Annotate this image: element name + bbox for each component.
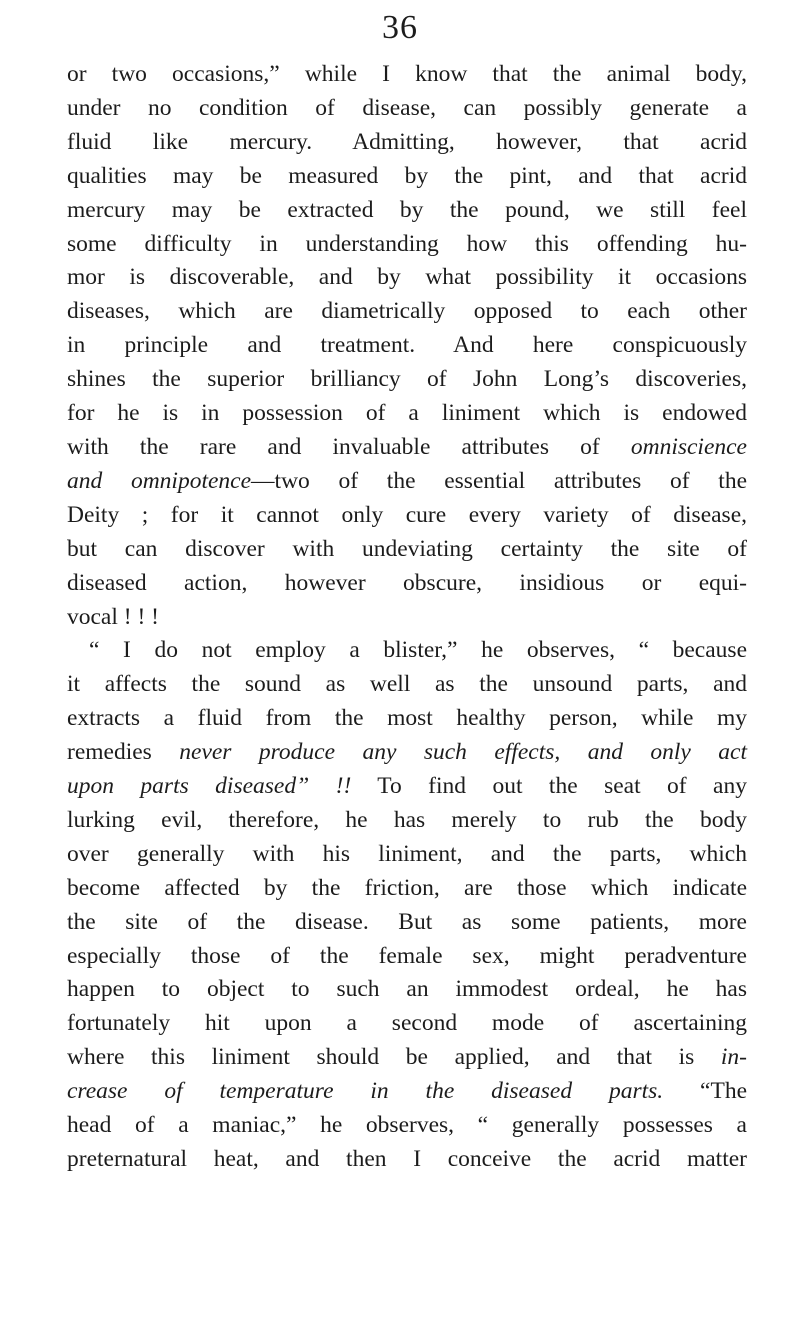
text-line: [67, 601, 747, 635]
text-line: [67, 1143, 747, 1177]
italic-text-segment: upon parts diseased” !!: [67, 773, 352, 800]
text-line: [67, 397, 747, 431]
page-number: 36: [382, 9, 418, 46]
text-line: [67, 1109, 747, 1143]
body-text: [67, 58, 747, 1177]
text-segment: for he is in possession of a liniment which is endowed: [67, 400, 747, 427]
text-line: [67, 160, 747, 194]
text-segment: some difficulty in understanding how this offending hu-: [67, 230, 747, 257]
text-segment: To find out the seat of any: [351, 773, 747, 800]
text-segment: fluid like mercury. Admitting, however, that acrid: [67, 128, 747, 155]
text-line: [67, 431, 747, 465]
text-line: [67, 363, 747, 397]
text-line: [67, 499, 747, 533]
text-line: [67, 228, 747, 262]
text-segment: mor is discoverable, and by what possibility it occasions: [67, 264, 747, 291]
text-line: [67, 736, 747, 770]
text-segment: under no condition of disease, can possibly generate a: [67, 94, 747, 121]
text-segment: happen to object to such an immodest ordeal, he has: [67, 976, 747, 1003]
text-line: [67, 1041, 747, 1075]
text-segment: especially those of the female sex, might peradventure: [67, 942, 747, 969]
italic-text-segment: crease of temperature in the diseased parts.: [67, 1078, 664, 1105]
text-segment: remedies: [67, 739, 180, 766]
text-segment: mercury may be extracted by the pound, we still feel: [67, 196, 747, 223]
text-line: [67, 465, 747, 499]
text-line: [67, 58, 747, 92]
italic-text-segment: and omnipotence: [67, 467, 252, 494]
text-segment: —two of the essential attributes of the: [251, 467, 748, 494]
text-segment: or two occasions,” while I know that the animal body,: [67, 61, 747, 87]
text-segment: shines the superior brilliancy of John Long’s discoveries,: [67, 366, 747, 393]
text-line: [67, 126, 747, 160]
text-line: [67, 295, 747, 329]
text-segment: head of a maniac,” he observes, “ generally possesses a: [67, 1112, 747, 1139]
text-line: [67, 261, 747, 295]
text-line: [67, 194, 747, 228]
text-segment: in principle and treatment. And here conspicuously: [67, 332, 747, 359]
italic-text-segment: omniscience: [630, 433, 747, 460]
text-line: [67, 702, 747, 736]
text-segment: it affects the sound as well as the unsound parts, and: [67, 671, 747, 698]
text-segment: diseases, which are diametrically opposed to each other: [67, 298, 747, 325]
italic-text-segment: in-: [720, 1044, 747, 1071]
text-line: [67, 533, 747, 567]
text-line: [67, 770, 747, 804]
text-segment: where this liniment should be applied, and that is: [67, 1044, 721, 1071]
text-segment: extracts a fluid from the most healthy person, while my: [67, 705, 747, 732]
text-line: [67, 906, 747, 940]
text-segment: vocal ! ! !: [67, 603, 159, 630]
text-segment: Deity ; for it cannot only cure every variety of disease,: [67, 501, 747, 528]
text-line: [67, 973, 747, 1007]
text-line: [67, 567, 747, 601]
text-segment: fortunately hit upon a second mode of ascertaining: [67, 1010, 747, 1037]
text-segment: lurking evil, therefore, he has merely to rub the body: [67, 806, 747, 833]
text-line: [67, 634, 747, 668]
text-segment: preternatural heat, and then I conceive the acrid matter: [67, 1146, 747, 1172]
text-segment: “ I do not employ a blister,” he observes, “ because: [89, 637, 747, 664]
text-segment: the site of the disease. But as some patients, more: [67, 908, 747, 935]
text-segment: diseased action, however obscure, insidious or equi-: [67, 569, 747, 596]
text-segment: with the rare and invaluable attributes of: [67, 433, 631, 460]
text-segment: over generally with his liniment, and the parts, which: [67, 840, 747, 867]
text-line: [67, 872, 747, 906]
text-line: [67, 1007, 747, 1041]
text-segment: “The: [663, 1078, 748, 1105]
text-segment: but can discover with undeviating certainty the site of: [67, 535, 747, 562]
text-segment: become affected by the friction, are those which indicate: [67, 874, 747, 901]
text-line: [67, 329, 747, 363]
text-segment: qualities may be measured by the pint, and that acrid: [67, 162, 747, 189]
text-line: [67, 940, 747, 974]
italic-text-segment: never produce any such effects, and only act: [179, 739, 747, 766]
text-line: [67, 804, 747, 838]
text-line: [67, 1075, 747, 1109]
text-line: [67, 838, 747, 872]
text-line: [67, 92, 747, 126]
text-line: [67, 668, 747, 702]
